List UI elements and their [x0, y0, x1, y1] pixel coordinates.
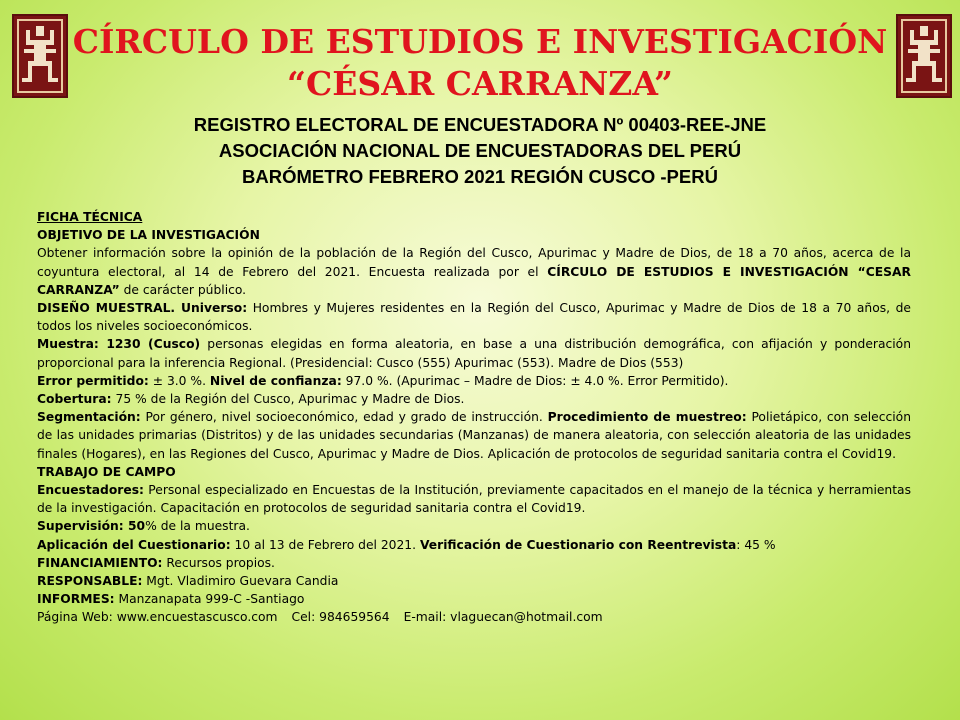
page-title: CÍRCULO DE ESTUDIOS E INVESTIGACIÓN — [72, 22, 888, 61]
financiamiento-paragraph: FINANCIAMIENTO: Recursos propios. — [37, 555, 275, 570]
encuestadores-paragraph: Encuestadores: Personal especializado en Encuestas de la Institución, previamente capacitados en el manejo de la técnica y herramientas de la investigación. Capacitación en protocolos de seguridad sanitaria contra el Covid19. — [37, 483, 911, 516]
error-paragraph: Error permitido: ± 3.0 %. Nivel de confianza: 97.0 %. (Apurimac – Madre de Dios: ± 4.0 %. Error Permitido). — [37, 373, 729, 388]
cobertura-paragraph: Cobertura: 75 % de la Región del Cusco, Apurimac y Madre de Dios. — [37, 392, 465, 407]
logo-right — [896, 14, 952, 98]
objetivo-paragraph: Obtener información sobre la opinión de la población de la Región del Cusco, Apurimac y Madre de Dios, de 18 a 70 años, acerca de la coyuntura electoral, al 14 de Febrero del 2021. Encuesta realizada por el CÍRCULO DE ESTUDIOS E INVESTIGACIÓN “CESAR CARRANZA” de carácter público. — [37, 246, 911, 297]
andean-figure-icon — [898, 16, 950, 96]
trabajo-heading: TRABAJO DE CAMPO — [37, 464, 176, 479]
muestra-paragraph: Muestra: 1230 (Cusco) personas elegidas en forma aleatoria, en base a una distribución demográfica, con afijación y ponderación proporcional para la inferencia Regional. (Presidencial: Cusco (555) Apurimac (553). Madre de Dios (553) — [37, 337, 911, 370]
objetivo-heading: OBJETIVO DE LA INVESTIGACIÓN — [37, 228, 260, 243]
web-link[interactable]: Página Web: www.encuestascusco.com — [37, 610, 278, 625]
subtitle-barometro: BARÓMETRO FEBRERO 2021 REGIÓN CUSCO -PERÚ — [242, 166, 718, 187]
segmentacion-paragraph: Segmentación: Por género, nivel socioeconómico, edad y grado de instrucción. Procedimiento de muestreo: Polietápico, con selección de las unidades primarias (Distritos) y de las unidades secundarias (Manzanas) de manera aleatoria, con selección aleatoria de las unidades finales (Hogares), en las Regiones del Cusco, Apurimac y Madre de Dios. Aplicación de protocolos de seguridad sanitaria contra el Covid19. — [37, 410, 912, 461]
subtitle-asociacion: ASOCIACIÓN NACIONAL DE ENCUESTADORAS DEL PERÚ — [218, 140, 742, 161]
diseno-paragraph: DISEÑO MUESTRAL. Universo: Hombres y Mujeres residentes en la Región del Cusco, Apurimac y Madre de Dios de 18 a 70 años, de todos los niveles socioeconómicos. — [37, 301, 911, 334]
supervision-paragraph: Supervisión: 50% de la muestra. — [37, 519, 250, 534]
logo-left — [12, 14, 68, 98]
subtitle-registro: REGISTRO ELECTORAL DE ENCUESTADORA Nº 00403-REE-JNE — [193, 114, 767, 135]
contact-line — [37, 608, 911, 626]
informes-paragraph: INFORMES: Manzanapata 999-C -Santiago — [37, 592, 305, 607]
aplicacion-paragraph: Aplicación del Cuestionario: 10 al 13 de Febrero del 2021. Verificación de Cuestionario con Reentrevista: 45 % — [37, 537, 776, 552]
responsable-paragraph: RESPONSABLE: Mgt. Vladimiro Guevara Candia — [37, 574, 339, 589]
page-title-org: “CÉSAR CARRANZA” — [287, 64, 673, 103]
email-link[interactable]: E-mail: vlaguecan@hotmail.com — [403, 610, 603, 625]
andean-figure-icon — [14, 16, 66, 96]
ficha-heading: FICHA TÉCNICA — [37, 210, 143, 224]
cel-text: Cel: 984659564 — [291, 610, 390, 625]
ficha-tecnica — [37, 208, 911, 627]
